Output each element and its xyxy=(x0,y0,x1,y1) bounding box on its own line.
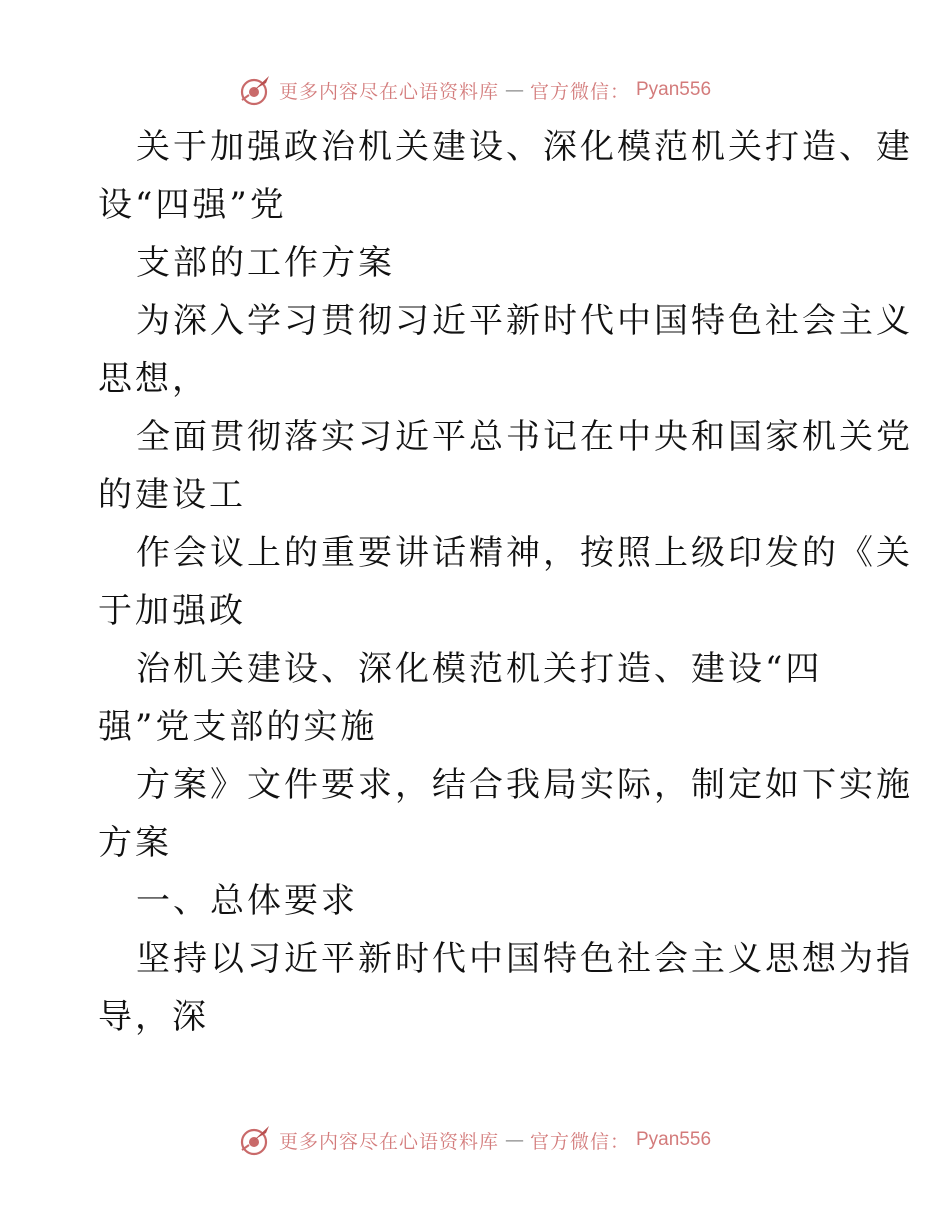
header-watermark xyxy=(0,70,950,110)
paragraph-line: 全面贯彻落实习近平总书记在中央和国家机关党 xyxy=(136,417,913,457)
paragraph-line: 坚持以习近平新时代中国特色社会主义思想为指 xyxy=(136,939,913,979)
title-line-3: 支部的工作方案 xyxy=(136,243,395,283)
title-line-1: 关于加强政治机关建设、深化模范机关打造、建 xyxy=(136,127,913,167)
watermark-text: 更多内容尽在心语资料库 xyxy=(278,1130,499,1153)
watermark-dash: — xyxy=(504,79,524,101)
quill-logo-icon xyxy=(239,1123,273,1157)
watermark-label: 官方微信： xyxy=(529,1130,630,1153)
paragraph-line: 于加强政 xyxy=(98,591,246,631)
watermark-label: 官方微信： xyxy=(529,80,630,103)
footer-watermark xyxy=(0,1120,950,1160)
paragraph-line: 作会议上的重要讲话精神，按照上级印发的《关 xyxy=(136,533,913,573)
paragraph-line: 方案 xyxy=(98,823,172,863)
watermark-handle: Pyan556 xyxy=(636,79,712,100)
paragraph-line: 的建设工 xyxy=(98,475,246,515)
quill-logo-icon xyxy=(239,73,273,107)
paragraph-line: 方案》文件要求，结合我局实际，制定如下实施 xyxy=(136,765,913,805)
watermark-text: 更多内容尽在心语资料库 xyxy=(278,80,499,103)
paragraph-line: 治机关建设、深化模范机关打造、建设“四 xyxy=(136,649,823,689)
title-line-2: 设“四强”党 xyxy=(98,185,287,225)
paragraph-line: 导，深 xyxy=(98,997,209,1037)
watermark-handle: Pyan556 xyxy=(636,1129,712,1150)
watermark-dash: — xyxy=(504,1129,524,1151)
document-body xyxy=(98,118,913,1046)
section-heading: 一、总体要求 xyxy=(136,881,358,921)
paragraph-line: 强”党支部的实施 xyxy=(98,707,378,747)
paragraph-line: 思想， xyxy=(98,359,209,399)
paragraph-line: 为深入学习贯彻习近平新时代中国特色社会主义 xyxy=(136,301,913,341)
